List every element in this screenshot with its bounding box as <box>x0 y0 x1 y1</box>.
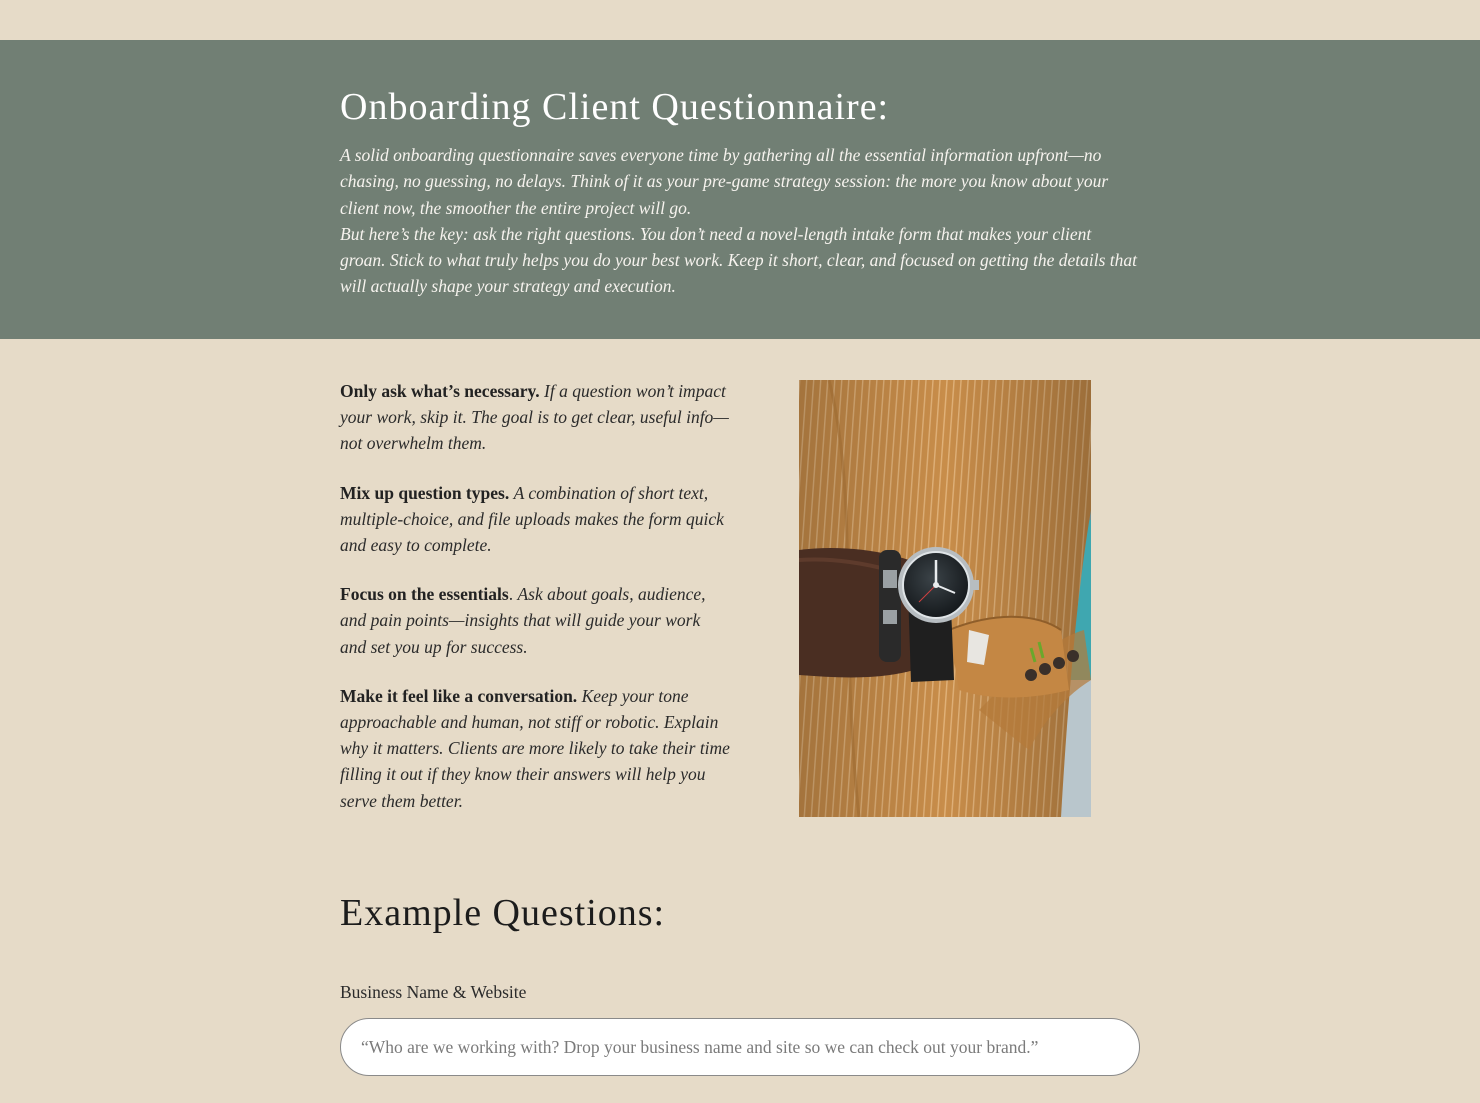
wristwatch-photo <box>799 380 1091 817</box>
tip-heading: Only ask what’s necessary. <box>340 381 540 401</box>
tips-list <box>340 378 730 837</box>
tip-item <box>340 683 730 814</box>
tip-item <box>340 581 730 660</box>
tip-heading: Mix up question types. <box>340 482 510 503</box>
tip-heading: Focus on the essentials <box>340 584 509 605</box>
tip-body: A combination of short text, multiple-choice, and file uploads makes the form quick and easy to complete. <box>340 482 724 556</box>
tip-heading: Make it feel like a conversation. <box>340 685 578 706</box>
tip-body: Ask about goals, audience, and pain points—insights that will guide your work and set you up for success. <box>340 584 706 657</box>
tip-separator: . <box>508 584 518 605</box>
tip-item <box>340 480 730 559</box>
business-name-label: Business Name & Website <box>340 982 527 1002</box>
page-title: Onboarding Client Questionnaire: <box>340 86 890 128</box>
intro-paragraph-2: But here’s the key: ask the right questions. You don’t need a novel-length intake form that makes your client groan. Stick to what truly helps you do your best work. Keep it short, clear, and focused on getting the details that will actually shape your strategy and execution. <box>340 223 1137 297</box>
intro-content <box>340 84 1140 300</box>
intro-text <box>340 142 1140 300</box>
wristwatch-illustration <box>799 380 1091 817</box>
tip-body: If a question won’t impact your work, skip it. The goal is to get clear, useful info—not overwhelm them. <box>340 381 729 454</box>
tip-body: Keep your tone approachable and human, not stiff or robotic. Explain why it matters. Clients are more likely to take their time filling it out if they know their answers will help you serve them better. <box>340 685 730 811</box>
tip-item <box>340 378 730 457</box>
examples-heading: Example Questions: <box>340 892 666 934</box>
intro-paragraph-1: A solid onboarding questionnaire saves everyone time by gathering all the essential information upfront—no chasing, no guessing, no delays. Think of it as your pre-game strategy session: the more you know about your client now, the smoother the entire project will go. <box>340 145 1109 218</box>
intro-banner <box>0 40 1480 339</box>
business-name-input[interactable] <box>340 1018 1140 1076</box>
